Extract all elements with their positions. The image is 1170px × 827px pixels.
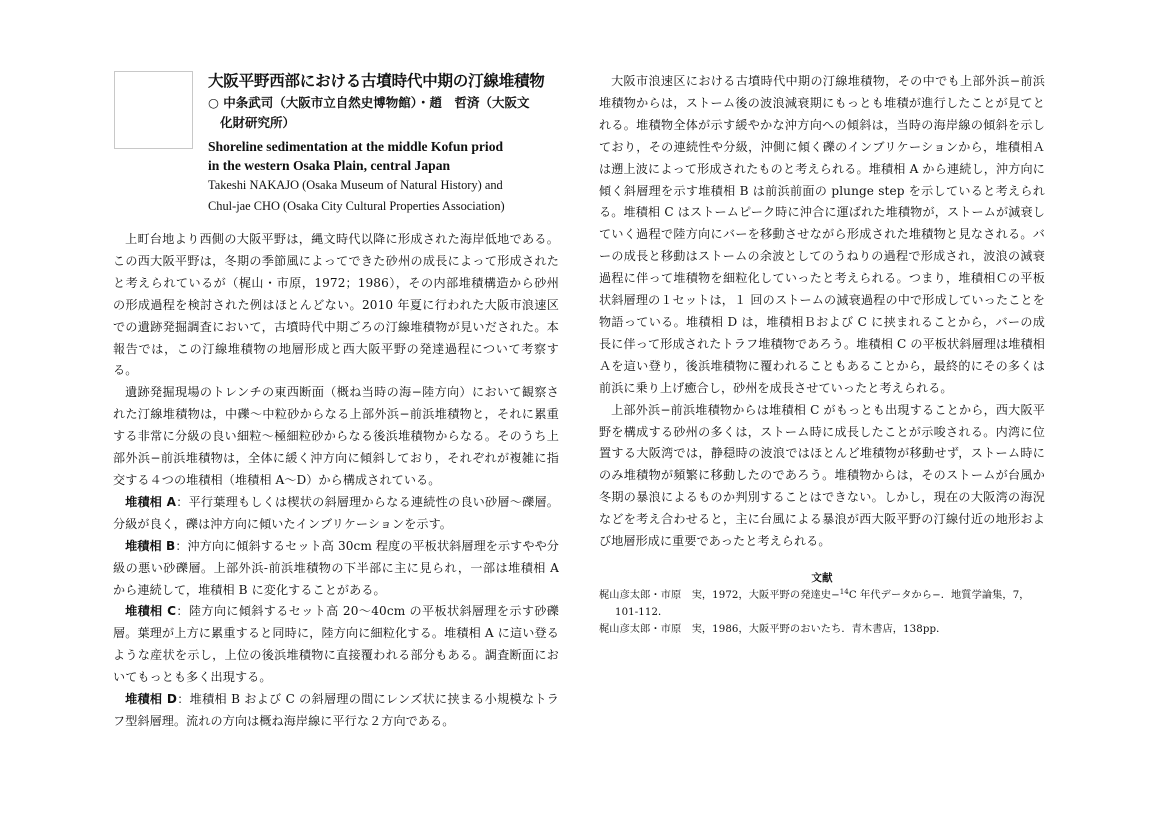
paragraph-conclusion: 上部外浜−前浜堆積物からは堆積相 C がもっとも出現することから，西大阪平野を構成する砂州の多くは，ストーム時に成長したことが示唆される。内湾に位置する大阪湾では，静穏時の波浪ではほとんど堆積物が移動せず，ストーム時にのみ堆積物が頻繁に移動したのであろう。堆積物からは，そのストームが台風か冬期の暴浪によるものか判別することはできない。しかし，現在の大阪湾の海況などを考え合わせると，主に台風による暴浪が西大阪平野の汀線付近の地形および地層形成に重要であったと考えられる。 xyxy=(599,402,1045,549)
facies-a-paragraph xyxy=(113,492,559,536)
authors-japanese-line1: ○ 中条武司（大阪市立自然史博物館）・趙 哲済（大阪文 xyxy=(208,95,530,110)
authors-japanese xyxy=(208,93,568,133)
reference-2: 梶山彦太郎・市原 実，1986，大阪平野のおいたち．青木書店，138pp． xyxy=(599,623,947,635)
authors-english xyxy=(208,175,568,217)
title-english-line1: Shoreline sedimentation at the middle Kofun priod xyxy=(208,139,504,154)
references-heading: 文献 xyxy=(811,571,833,584)
facies-a-text: ：平行葉理もしくは楔状の斜層理からなる連続性の良い砂層〜礫層。分級が良く，礫は沖方向に傾いたインブリケーションを示す。 xyxy=(113,494,559,531)
facies-b-text: ：沖方向に傾斜するセット高 30cm 程度の平板状斜層理を示すやや分級の悪い砂礫層。上部外浜-前浜堆積物の下半部に主に見られ，一部は堆積相 A から連続して，堆積相 B に変化することがある。 xyxy=(113,538,559,597)
paragraph-observation: 遺跡発掘現場のトレンチの東西断面（概ね当時の海−陸方向）において観察された汀線堆積物は，中礫〜中粒砂からなる上部外浜−前浜堆積物と，それに累重する非常に分級の良い細粒〜極細粒砂からなる後浜堆積物からなる。そのうち上部外浜−前浜堆積物は，全体に緩く沖方向に傾斜しており，それぞれが複雑に指交する４つの堆積相（堆積相 A〜D）から構成されている。 xyxy=(113,385,559,487)
title-japanese: 大阪平野西部における古墳時代中期の汀線堆積物 xyxy=(208,72,545,90)
authors-japanese-line2: 化財研究所） xyxy=(220,115,296,130)
facies-d-paragraph xyxy=(113,689,559,733)
authors-english-line1: Takeshi NAKAJO (Osaka Museum of Natural History) and xyxy=(208,178,503,192)
facies-c-text: ：陸方向に傾斜するセット高 20〜40cm の平板状斜層理を示す砂礫層。葉理が上方に累重すると同時に，陸方向に細粒化する。堆積相 A に這い登るような産状を示し，上位の後浜堆積物に直接覆われる部分もある。調査断面においてもっとも多く出現する。 xyxy=(113,604,560,685)
facies-d-label: 堆積相 D xyxy=(125,692,178,707)
reference-1-superscript: 14 xyxy=(839,587,849,596)
facies-d-text: ：堆積相 B および C の斜層理の間にレンズ状に挟まる小規模なトラフ型斜層理。流れの方向は概ね海岸線に平行な２方向である。 xyxy=(113,692,559,728)
author-photo-placeholder xyxy=(114,71,193,149)
reference-1 xyxy=(599,587,1045,621)
paragraph-interpretation: 大阪市浪速区における古墳時代中期の汀線堆積物，その中でも上部外浜−前浜堆積物からは，ストーム後の波浪減衰期にもっとも堆積が進行したことが見てとれる。堆積物全体が示す緩やかな沖方向への傾斜は，当時の海岸線の傾斜を示しており，その連続性や分級，沖側に傾く礫のインブリケーションから，堆積相Ａは遡上波によって形成されたものと考えられる。堆積相 A から連続し，沖方向に傾く斜層理を示す堆積相 B は前浜前面の plunge step を示していると考えられる。堆積相 C はストームピーク時に沖合に運ばれた堆積物が，ストームが減衰していく過程で陸方向にバーを移動させながら形成された堆積物と見なされる。バーの成長と移動はストームの余波としてのうねりの過程で形成され，波浪の減衰過程に伴って堆積物を細粒化していったと考えられる。つまり，堆積相Ｃの平板状斜層理の１セットは，１ 回のストームの減衰過程の中で形成していったことを物語っている。堆積相 D は，堆積相Ｂおよび C に挟まれることから，バーの成長に伴って形成されたトラフ堆積物であろう。堆積相 C の平板状斜層理は堆積相Ａを這い登り，後浜堆積物に覆われることもあることから，最終的にその多くは前浜に乗り上げ癒合し，砂州を成長させていったと考えられる。 xyxy=(599,74,1045,395)
reference-1-part2: C 年代データから−．地質学論集，7，101-112． xyxy=(615,589,1030,618)
authors-english-line2: Chul-jae CHO (Osaka City Cultural Properties Association) xyxy=(208,199,505,213)
left-column xyxy=(113,229,559,733)
facies-a-label: 堆積相 A xyxy=(125,494,177,509)
right-column xyxy=(599,71,1045,638)
reference-1-part1: 梶山彦太郎・市原 実，1972，大阪平野の発達史− xyxy=(599,589,840,601)
facies-c-label: 堆積相 C xyxy=(125,604,177,619)
facies-c-paragraph xyxy=(113,601,559,689)
abstract-header xyxy=(208,70,568,217)
facies-b-label: 堆積相 B xyxy=(125,538,176,553)
title-english xyxy=(208,137,568,175)
facies-b-paragraph xyxy=(113,536,559,602)
title-english-line2: in the western Osaka Plain, central Japan xyxy=(208,158,451,173)
paragraph-intro: 上町台地より西側の大阪平野は，縄文時代以降に形成された海岸低地である。この西大阪平野は，冬期の季節風によってできた砂州の成長によって形成されたと考えられているが（梶山・市原，1972；1986），その内部堆積構造から砂州の形成過程を検討された例はほとんどない。2010 年夏に行われた大阪市浪速区での遺跡発掘調査において，古墳時代中期ごろの汀線堆積物が見いだされた。本報告では，この汀線堆積物の地層形成と西大阪平野の発達過程について考察する。 xyxy=(113,232,559,378)
